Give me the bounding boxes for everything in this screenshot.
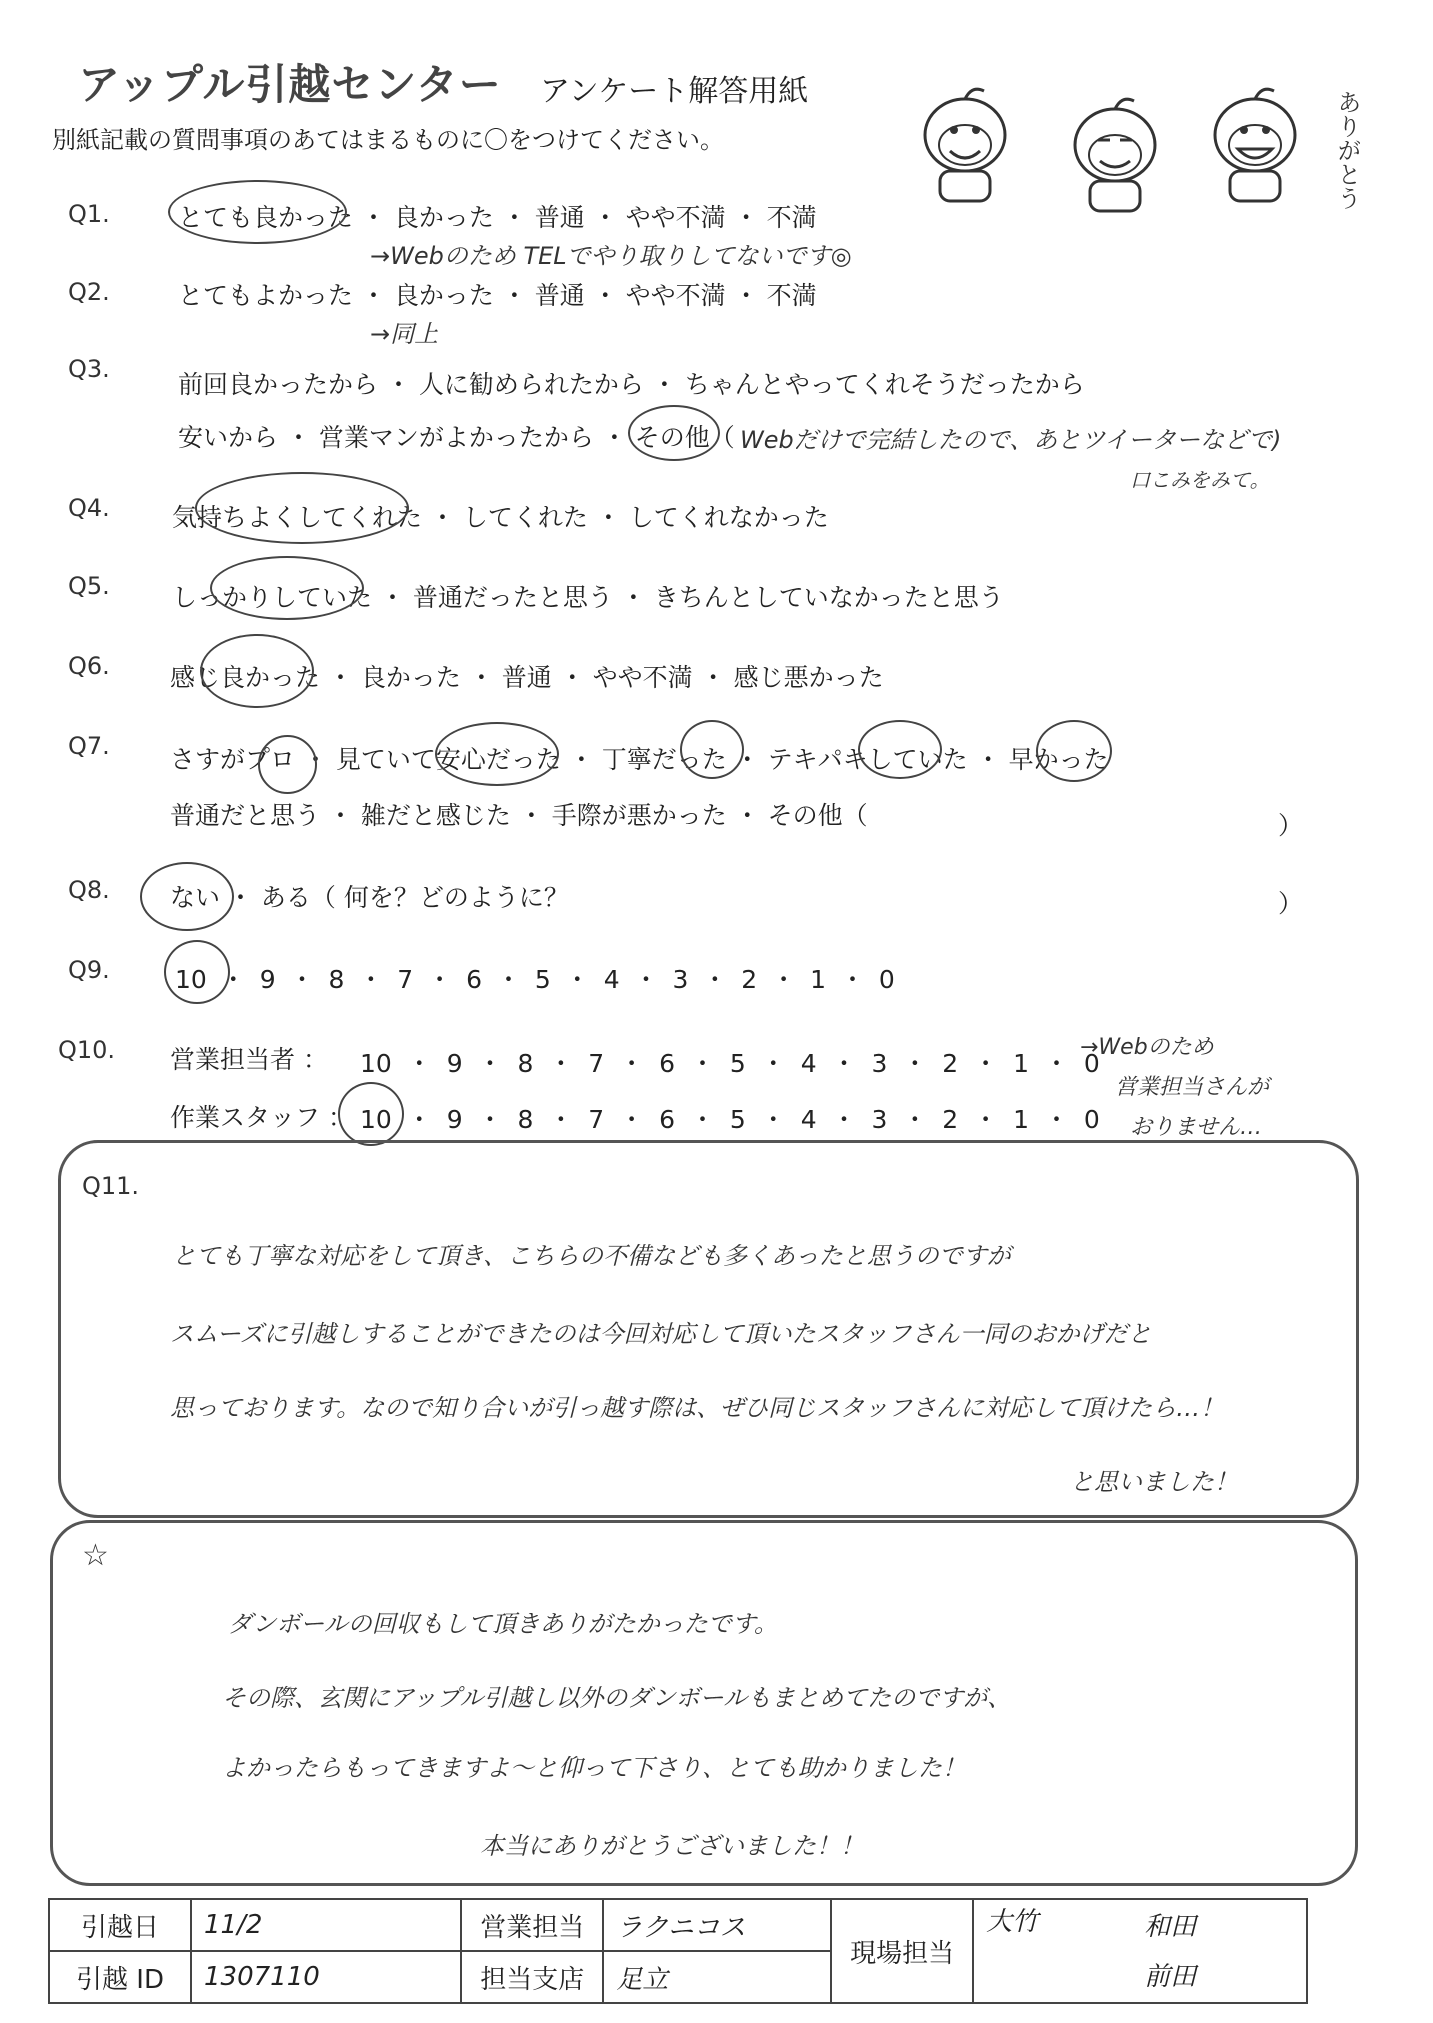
q2-label: Q2. <box>68 278 110 306</box>
answer-circle <box>680 720 744 779</box>
star-icon: ☆ <box>82 1538 109 1573</box>
q10-handwritten-note-3: おりません… <box>1130 1115 1263 1140</box>
q6-options: 感じ良かった ・ 良かった ・ 普通 ・ やや不満 ・ 感じ悪かった <box>170 663 884 692</box>
move-id-value: 1307110 <box>191 1951 461 2003</box>
site-staff-3: 前田 <box>1144 1962 1197 1992</box>
q10-handwritten-note-1: →Webのため <box>1080 1035 1214 1060</box>
company-title: アップル引越センター <box>78 60 502 109</box>
q6-label: Q6. <box>68 652 110 680</box>
q8-label: Q8. <box>68 876 110 904</box>
answer-circle <box>858 720 942 779</box>
q10-sales-scale: 10 ・ 9 ・ 8 ・ 7 ・ 6 ・ 5 ・ 4 ・ 3 ・ 2 ・ 1 ・ 0 <box>360 1049 1100 1078</box>
answer-circle <box>168 180 347 244</box>
q1-options: とても良かった ・ 良かった ・ 普通 ・ やや不満 ・ 不満 <box>178 203 817 232</box>
answer-circle <box>195 472 409 544</box>
sales-label: 営業担当 <box>461 1899 603 1951</box>
q3-label: Q3. <box>68 355 110 383</box>
site-staff-2: 和田 <box>1144 1912 1197 1942</box>
q10-handwritten-note-2: 営業担当さんが <box>1115 1075 1270 1100</box>
site-staff-1: 大竹 <box>986 1907 1039 1937</box>
q11-comment-line: と思いました！ <box>1070 1468 1238 1496</box>
branch-value: 足立 <box>603 1951 831 2003</box>
form-subtitle: アンケート解答用紙 <box>540 74 809 109</box>
answer-circle <box>435 722 559 786</box>
site-label: 現場担当 <box>831 1899 973 2003</box>
q7-options-row2: 普通だと思う ・ 雑だと感じた ・ 手際が悪かった ・ その他（ <box>170 801 868 830</box>
q10-staff-label: 作業スタッフ ： <box>170 1103 353 1132</box>
q11-comment-line: 思っております。なので知り合いが引っ越す際は、ぜひ同じスタッフさんに対応して頂けたら…！ <box>170 1394 1225 1422</box>
free-comment-line: ダンボールの回収もして頂きありがたかったです。 <box>228 1610 778 1638</box>
q2-handwritten-note: →同上 <box>370 320 439 348</box>
instruction-text: 別紙記載の質問事項のあてはまるものに〇をつけてください。 <box>52 126 724 154</box>
move-date-value: 11/2 <box>191 1899 461 1951</box>
q10-label: Q10. <box>58 1036 116 1064</box>
thanks-vertical-text: ありがとう <box>1333 90 1361 210</box>
q8-options: ない ・ ある（ 何を？どのように？ <box>170 883 569 912</box>
sales-value: ラクニコス <box>603 1899 831 1951</box>
q9-label: Q9. <box>68 956 110 984</box>
q7-label: Q7. <box>68 732 110 760</box>
answer-circle <box>210 556 364 620</box>
free-comment-line: よかったらもってきますよ〜と仰って下さり、とても助かりました！ <box>222 1754 966 1782</box>
free-comment-line: その際、玄関にアップル引越し以外のダンボールもまとめてたのですが、 <box>222 1684 1012 1712</box>
site-staff-cell <box>973 1899 1307 2003</box>
q3-handwritten-note: Webだけで完結したので、あとツイーターなどで) <box>740 426 1282 454</box>
monkey-mascot-icon <box>1060 95 1170 215</box>
q4-options: 気持ちよくしてくれた ・ してくれた ・ してくれなかった <box>172 503 829 532</box>
q4-label: Q4. <box>68 494 110 522</box>
monkey-mascot-icon <box>1200 85 1310 205</box>
q10-sales-label: 営業担当者 ： <box>170 1045 328 1074</box>
answer-circle <box>258 735 317 794</box>
q7-close-paren: ） <box>1278 811 1304 840</box>
q11-comment-line: スムーズに引越しすることができたのは今回対応して頂いたスタッフさん一同のおかげだと <box>170 1320 1152 1348</box>
q11-label: Q11. <box>82 1172 140 1200</box>
q10-staff-scale: 10 ・ 9 ・ 8 ・ 7 ・ 6 ・ 5 ・ 4 ・ 3 ・ 2 ・ 1 ・ 0 <box>360 1105 1100 1134</box>
q3-options-row2: 安いから ・ 営業マンがよかったから ・ その他（ <box>178 423 735 452</box>
monkey-mascot-icon <box>910 85 1020 205</box>
q1-handwritten-note: →Webのため TELでやり取りしてないです◎ <box>370 242 852 270</box>
answer-circle <box>164 940 230 1004</box>
q5-options: しっかりしていた ・ 普通だったと思う ・ きちんとしていなかったと思う <box>172 583 1004 612</box>
footer-info-table <box>48 1898 1308 2004</box>
q11-comment-line: とても丁寧な対応をして頂き、こちらの不備なども多くあったと思うのですが <box>172 1242 1011 1270</box>
answer-circle <box>140 862 234 931</box>
q2-options: とてもよかった ・ 良かった ・ 普通 ・ やや不満 ・ 不満 <box>178 281 817 310</box>
q1-label: Q1. <box>68 200 110 228</box>
q3-handwritten-note-2: 口こみをみて。 <box>1130 468 1270 492</box>
move-id-label: 引越 ID <box>49 1951 191 2003</box>
q5-label: Q5. <box>68 572 110 600</box>
free-comment-line: 本当にありがとうございました！！ <box>480 1832 864 1860</box>
answer-circle <box>200 634 314 708</box>
answer-circle <box>628 405 720 461</box>
q8-close-paren: ） <box>1278 889 1304 918</box>
answer-circle <box>338 1082 404 1146</box>
move-date-label: 引越日 <box>49 1899 191 1951</box>
answer-circle <box>1036 720 1112 782</box>
branch-label: 担当支店 <box>461 1951 603 2003</box>
q7-options-row1: さすがプロ ・ 見ていて安心だった ・ 丁寧だった ・ テキパキしていた ・ 早かった <box>170 745 1109 774</box>
q9-options: 10 ・ 9 ・ 8 ・ 7 ・ 6 ・ 5 ・ 4 ・ 3 ・ 2 ・ 1 ・ 0 <box>175 965 895 994</box>
q3-options-row1: 前回良かったから ・ 人に勧められたから ・ ちゃんとやってくれそうだったから <box>178 370 1085 399</box>
